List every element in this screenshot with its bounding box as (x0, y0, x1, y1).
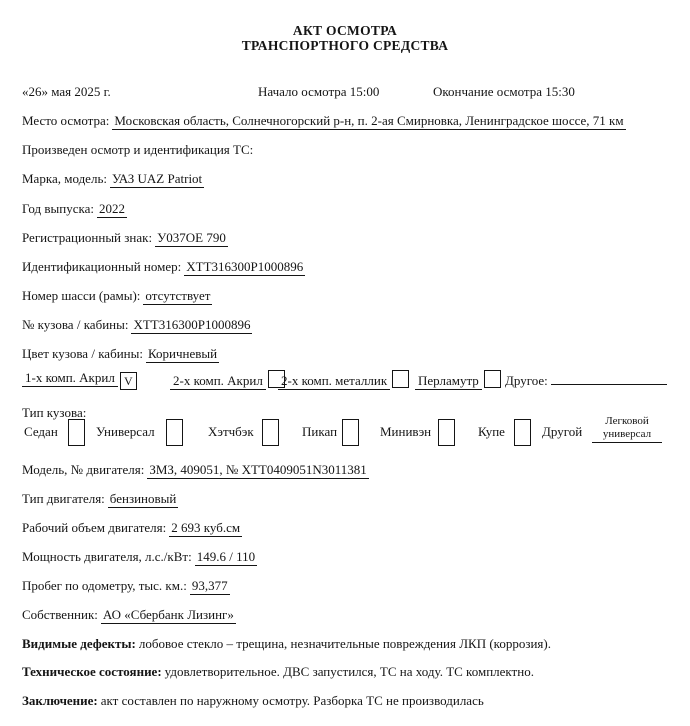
checkbox-1k-acryl[interactable]: V (120, 372, 137, 390)
checkbox-pickup[interactable] (342, 419, 359, 446)
body-type-label-other: Другой (542, 424, 583, 439)
document-title-line2: ТРАНСПОРТНОГО СРЕДСТВА (241, 38, 449, 53)
paint-type-row (22, 370, 670, 390)
inspection-end-time: Окончание осмотра 15:30 (433, 84, 575, 99)
summary-conclusion (22, 693, 670, 709)
summary-label: Техническое состояние: (22, 664, 162, 679)
summary-label: Видимые дефекты: (22, 636, 136, 651)
field-value: XTT316300P1000896 (186, 259, 304, 274)
field-statement (22, 142, 670, 158)
body-type-other-value (592, 415, 662, 443)
checkbox-hatchback[interactable] (262, 419, 279, 446)
field-label: Пробег по одометру, тыс. км.: (22, 578, 187, 593)
paint-option-2k-acryl (170, 370, 285, 389)
field-vin (22, 259, 670, 275)
field-value: бензиновый (109, 491, 177, 506)
body-type-label-universal: Универсал (96, 424, 155, 439)
inspection-date: «26» мая 2025 г. (22, 84, 111, 99)
body-type-row (22, 415, 670, 447)
field-owner (22, 607, 670, 623)
summary-value: акт составлен по наружному осмотру. Разборка ТС не производилась (100, 693, 484, 708)
field-label: Марка, модель: (22, 171, 107, 186)
paint-option-label: 1-х комп. Акрил (22, 370, 118, 387)
field-label: Рабочий объем двигателя: (22, 520, 167, 535)
field-engine-volume (22, 520, 670, 536)
field-body-number (22, 317, 670, 333)
field-value: Московская область, Солнечногорский р-н, п. 2-ая Смирновка, Ленинградское шоссе, 71 км (114, 113, 624, 128)
summary-technical-state (22, 664, 670, 680)
field-label: Идентификационный номер: (22, 259, 182, 274)
field-value: отсутствует (145, 288, 211, 303)
body-type-other-line1: Легковой (605, 415, 649, 427)
field-value: ЗМЗ, 409051, № XTT0409051N3011381 (149, 462, 367, 477)
field-value: 93,377 (191, 578, 228, 593)
field-value: АО «Сбербанк Лизинг» (102, 607, 234, 622)
field-label: Регистрационный знак: (22, 230, 153, 245)
paint-option-pearl (415, 370, 501, 389)
checkbox-minivan[interactable] (438, 419, 455, 446)
field-label: Модель, № двигателя: (22, 462, 145, 477)
field-label: Место осмотра: (22, 113, 110, 128)
field-label: Тип кузова: (22, 405, 87, 420)
field-body-color (22, 346, 670, 362)
field-make-model (22, 171, 670, 187)
field-label: № кузова / кабины: (22, 317, 129, 332)
field-engine-type (22, 491, 670, 507)
field-value: 2 693 куб.см (171, 520, 241, 535)
checkbox-coupe[interactable] (514, 419, 531, 446)
body-type-label-minivan: Минивэн (380, 424, 432, 439)
summary-value: удовлетворительное. ДВС запустился, ТС на ходу. ТС комплектно. (164, 664, 534, 679)
body-type-label-sedan: Седан (24, 424, 58, 439)
field-label: Цвет кузова / кабины: (22, 346, 143, 361)
field-engine-power (22, 549, 670, 565)
document-title (0, 23, 690, 53)
summary-label: Заключение: (22, 693, 98, 708)
field-label: Номер шасси (рамы): (22, 288, 141, 303)
field-label: Произведен осмотр и идентификация ТС: (22, 142, 254, 157)
paint-option-label: 2-х комп. Акрил (170, 373, 266, 390)
other-paint-blank-line[interactable] (551, 370, 667, 385)
checkbox-2k-metallic[interactable] (392, 370, 409, 388)
field-value: Коричневый (147, 346, 218, 361)
inspection-start-time: Начало осмотра 15:00 (258, 84, 380, 99)
field-odometer (22, 578, 670, 594)
field-label: Мощность двигателя, л.с./кВт: (22, 549, 192, 564)
paint-other-label: Другое: (505, 373, 548, 388)
field-year (22, 201, 670, 217)
field-label: Год выпуска: (22, 201, 94, 216)
summary-visible-defects (22, 636, 670, 652)
field-label: Тип двигателя: (22, 491, 105, 506)
checkbox-sedan[interactable] (68, 419, 85, 446)
paint-option-1k-acryl (22, 370, 137, 390)
paint-option-label: Перламутр (415, 373, 482, 390)
body-type-label-pickup: Пикап (302, 424, 338, 439)
body-type-label-coupe: Купе (478, 424, 505, 439)
paint-option-label: 2-х комп. металлик (278, 373, 390, 390)
checkbox-pearl[interactable] (484, 370, 501, 388)
summary-value: лобовое стекло – трещина, незначительные повреждения ЛКП (коррозия). (138, 636, 551, 651)
paint-option-other (505, 370, 667, 389)
field-chassis (22, 288, 670, 304)
field-reg-plate (22, 230, 670, 246)
field-value: XTT316300P1000896 (133, 317, 251, 332)
field-value: УАЗ UAZ Patriot (111, 171, 203, 186)
field-place (22, 113, 670, 129)
field-engine-model (22, 462, 670, 478)
field-label: Собственник: (22, 607, 98, 622)
document-title-line1: АКТ ОСМОТРА (292, 23, 398, 38)
field-value: 2022 (98, 201, 125, 216)
field-value: У037ОЕ 790 (157, 230, 226, 245)
field-value: 149.6 / 110 (196, 549, 256, 564)
body-type-label-hatchback: Хэтчбэк (208, 424, 254, 439)
paint-option-2k-metallic (278, 370, 409, 389)
checkbox-universal[interactable] (166, 419, 183, 446)
body-type-other-line2: универсал (602, 427, 652, 440)
